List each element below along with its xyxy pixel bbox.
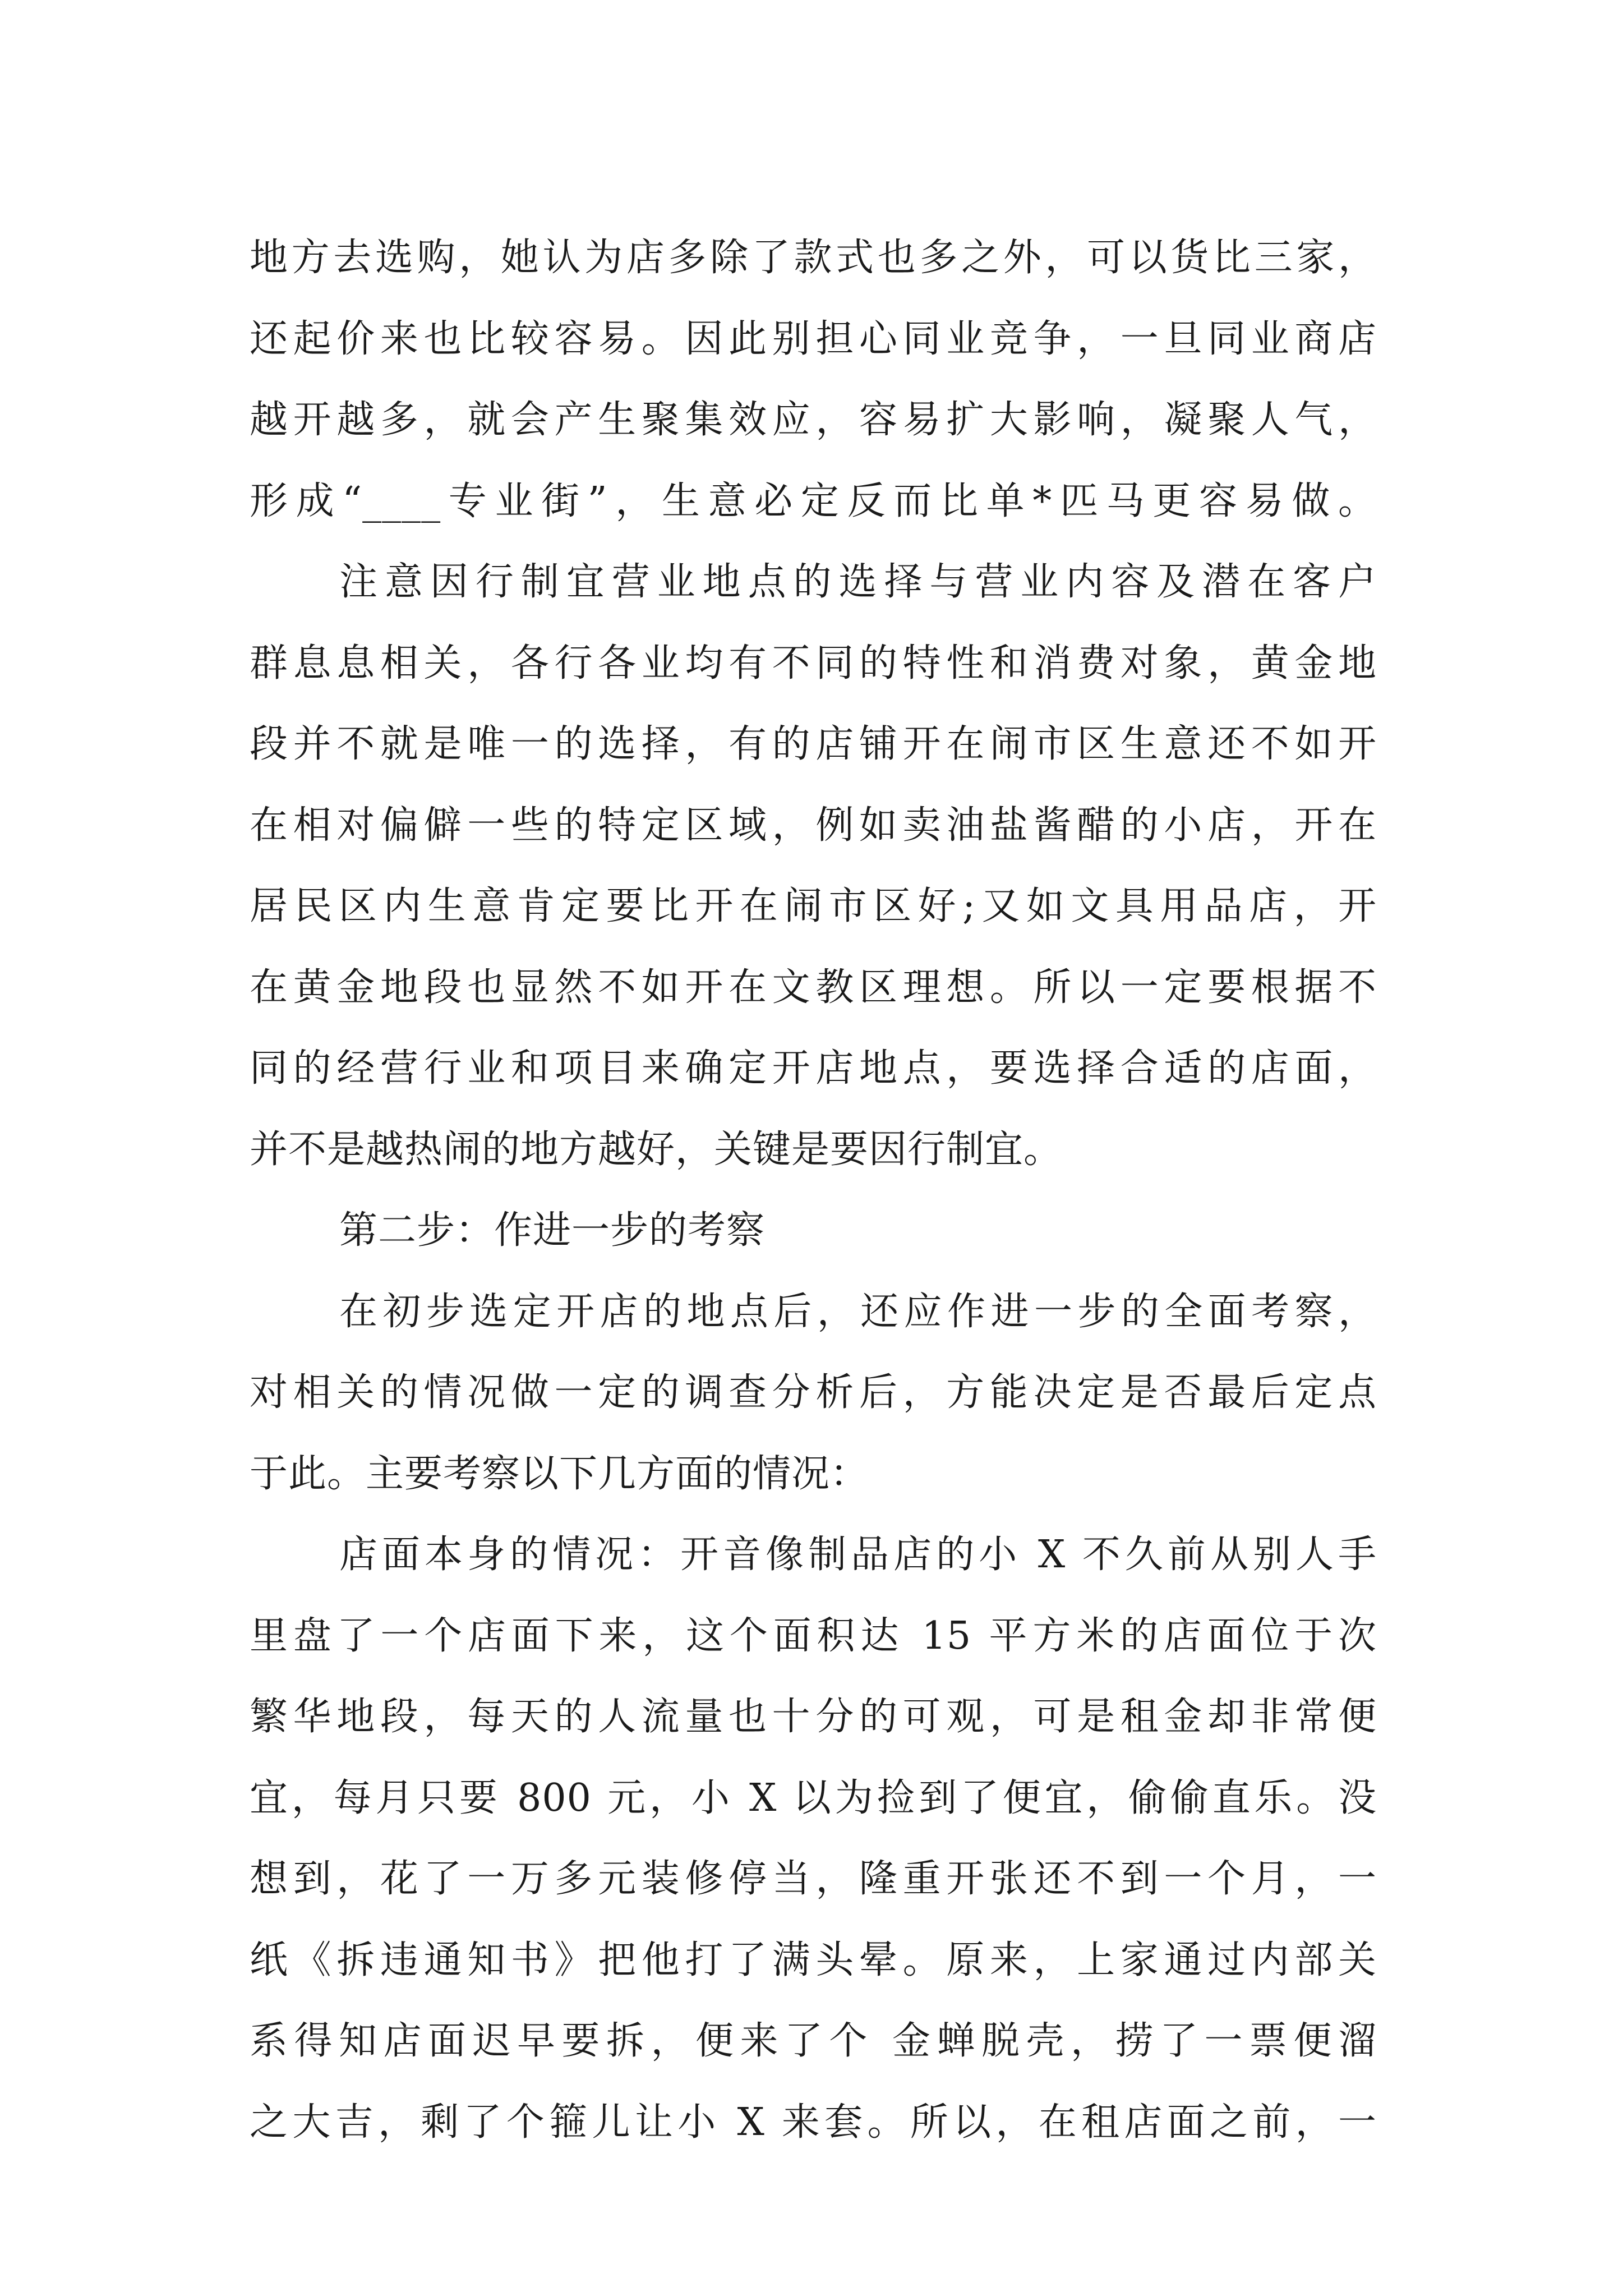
text-line: 同的经营行业和项目来确定开店地点，要选择合适的店面， <box>250 1046 1377 1091</box>
text-line: 还起价来也比较容易。因此别担心同业竞争，一旦同业商店 <box>250 316 1377 361</box>
text-line: 段并不就是唯一的选择，有的店铺开在闹市区生意还不如开 <box>250 722 1377 766</box>
text-line: 里盘了一个店面下来，这个面积达 15 平方米的店面位于次 <box>250 1613 1377 1658</box>
text-line: 对相关的情况做一定的调查分析后，方能决定是否最后定点 <box>250 1370 1377 1415</box>
paragraph-end-line: 并不是越热闹的地方越好，关键是要因行制宜。 <box>250 1127 1063 1172</box>
text-line: 群息息相关，各行各业均有不同的特性和消费对象，黄金地 <box>250 641 1377 685</box>
text-line: 宜，每月只要 800 元，小 X 以为捡到了便宜，偷偷直乐。没 <box>250 1775 1377 1820</box>
document-body <box>250 218 1377 2163</box>
text-line: 越开越多，就会产生聚集效应，容易扩大影响，凝聚人气， <box>250 398 1377 442</box>
text-line: 地方去选购，她认为店多除了款式也多之外，可以货比三家， <box>250 236 1377 280</box>
paragraph-start-line: 店面本身的情况：开音像制品店的小 X 不久前从别人手 <box>339 1533 1377 1577</box>
text-line: 形成“____专业街”，生意必定反而比单*匹马更容易做。 <box>250 478 1377 523</box>
text-line: 系得知店面迟早要拆，便来了个 金蝉脱壳，捞了一票便溜 <box>250 2019 1377 2063</box>
text-line: 之大吉，剩了个箍儿让小 X 来套。所以，在租店面之前，一 <box>250 2100 1377 2145</box>
paragraph-start-line: 在初步选定开店的地点后，还应作进一步的全面考察， <box>339 1289 1377 1334</box>
text-line: 居民区内生意肯定要比开在闹市区好;又如文具用品店，开 <box>250 884 1377 928</box>
text-line: 在黄金地段也显然不如开在文教区理想。所以一定要根据不 <box>250 965 1377 1010</box>
text-line: 繁华地段，每天的人流量也十分的可观，可是租金却非常便 <box>250 1695 1377 1739</box>
text-line: 纸《拆违通知书》把他打了满头晕。原来，上家通过内部关 <box>250 1938 1377 1982</box>
section-heading: 第二步：作进一步的考察 <box>339 1208 766 1253</box>
paragraph-end-line: 于此。主要考察以下几方面的情况： <box>250 1451 869 1496</box>
text-line: 想到，花了一万多元装修停当，隆重开张还不到一个月，一 <box>250 1857 1377 1901</box>
text-line: 在相对偏僻一些的特定区域，例如卖油盐酱醋的小店，开在 <box>250 803 1377 848</box>
paragraph-start-line: 注意因行制宜营业地点的选择与营业内容及潜在客户 <box>339 560 1377 604</box>
